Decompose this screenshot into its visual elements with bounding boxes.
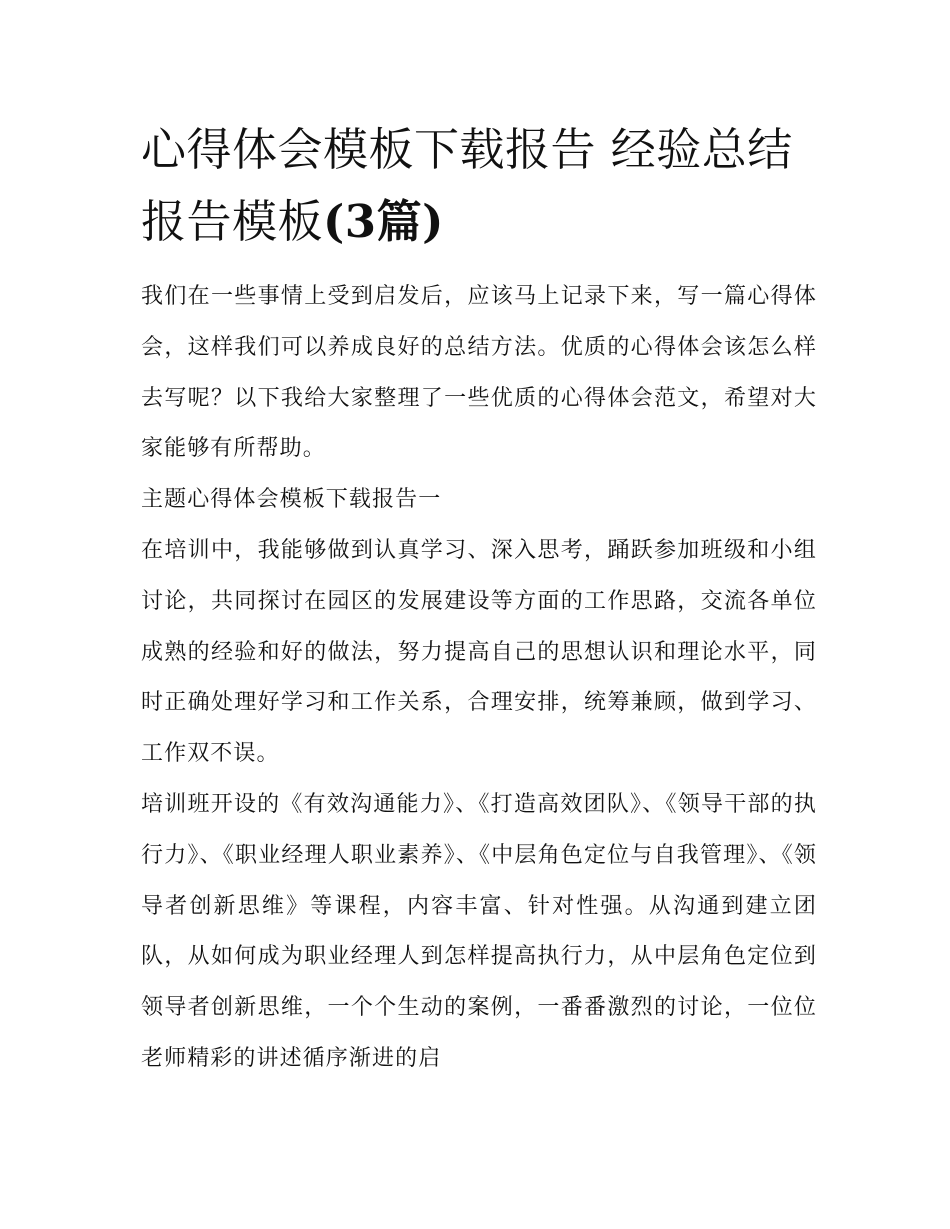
title-main-text: 心得体会模板下载报告 经验总结报告模板: [141, 123, 793, 248]
document-title: [141, 114, 817, 258]
body-paragraph: 在培训中，我能够做到认真学习、深入思考，踊跃参加班级和小组讨论，共同探讨在园区的发展建设等方面的工作思路，交流各单位成熟的经验和好的做法，努力提高自己的思想认识和理论水平，同时正确处理好学习和工作关系，合理安排，统筹兼顾，做到学习、工作双不误。: [141, 537, 817, 767]
title-count-text: (3篇): [323, 195, 444, 248]
intro-paragraph: 我们在一些事情上受到启发后，应该马上记录下来，写一篇心得体会，这样我们可以养成良好的总结方法。优质的心得体会该怎么样去写呢？以下我给大家整理了一些优质的心得体会范文，希望对大家能够有所帮助。: [141, 284, 817, 462]
body-paragraph: 培训班开设的《有效沟通能力》、《打造高效团队》、《领导干部的执行力》、《职业经理人职业素养》、《中层角色定位与自我管理》、《领导者创新思维》等课程，内容丰富、针对性强。从沟通到建立团队，从如何成为职业经理人到怎样提高执行力，从中层角色定位到领导者创新思维，一个个生动的案例，一番番激烈的讨论，一位位老师精彩的讲述循序渐进的启: [141, 791, 817, 1071]
section-heading: 主题心得体会模板下载报告一: [141, 487, 442, 513]
